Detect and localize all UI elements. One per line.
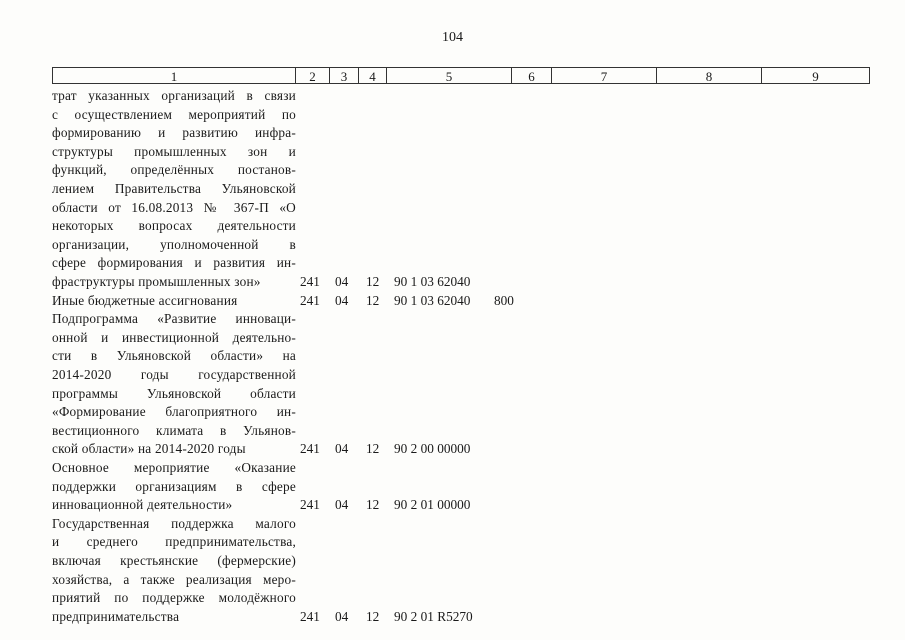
- row-value-c2: 241: [300, 292, 320, 308]
- row-description-line: Иные бюджетные ассигнования: [52, 292, 238, 308]
- header-col-3: 3: [330, 67, 359, 84]
- row-description-line: предпринимательства: [52, 608, 180, 624]
- row-description-line: Государственная поддержка малого: [52, 515, 296, 531]
- header-col-6: 6: [512, 67, 552, 84]
- row-description-line: фраструктуры промышленных зон»: [52, 274, 261, 289]
- row-description-line: сти в Ульяновской области» на: [52, 348, 296, 364]
- row-value-c3: 04: [335, 441, 349, 457]
- row-description-line: организации, уполномоченной в: [52, 236, 296, 252]
- row-description-line: трат указанных организаций в связи: [52, 88, 296, 103]
- header-col-1: 1: [52, 67, 296, 84]
- row-description-line: лением Правительства Ульяновской: [52, 181, 296, 196]
- header-col-8: 8: [657, 67, 762, 84]
- row-value-c4: 12: [366, 608, 380, 624]
- row-description-line: с осуществлением мероприятий по: [52, 106, 296, 122]
- row-value-c4: 12: [366, 274, 380, 289]
- row-value-c2: 241: [300, 274, 320, 289]
- header-col-9: 9: [762, 67, 870, 84]
- row-description-line: программы Ульяновской области: [52, 385, 296, 401]
- header-col-4: 4: [359, 67, 387, 84]
- row-value-c3: 04: [335, 274, 349, 289]
- row-value-c2: 241: [300, 441, 320, 457]
- row-description-line: формированию и развитию инфра-: [52, 125, 296, 141]
- row-description-line: Подпрограмма «Развитие инноваци-: [52, 311, 296, 327]
- row-description-line: некоторых вопросах деятельности: [52, 218, 296, 234]
- row-description-line: сфере формирования и развития ин-: [52, 255, 296, 271]
- row-description-line: вестиционного климата в Ульянов-: [52, 422, 296, 438]
- row-description-line: ской области» на 2014-2020 годы: [52, 441, 246, 457]
- row-description-line: структуры промышленных зон и: [52, 143, 296, 159]
- header-col-5: 5: [387, 67, 512, 84]
- row-value-c2: 241: [300, 497, 320, 513]
- row-description-line: хозяйства, а также реализация меро-: [52, 571, 296, 587]
- row-value-c5: 90 1 03 62040: [394, 292, 471, 308]
- table-header: [52, 67, 870, 85]
- row-description-line: и среднего предпринимательства,: [52, 534, 296, 550]
- row-value-c5: 90 2 00 00000: [394, 441, 471, 457]
- row-value-c3: 04: [335, 497, 349, 513]
- row-description-line: онной и инвестиционной деятельно-: [52, 329, 296, 345]
- row-value-c3: 04: [335, 608, 349, 624]
- row-value-c4: 12: [366, 292, 380, 308]
- row-description-line: функций, определённых постанов-: [52, 162, 296, 178]
- row-description-line: поддержки организациям в сфере: [52, 478, 296, 494]
- row-value-c4: 12: [366, 441, 380, 457]
- header-col-7: 7: [552, 67, 657, 84]
- header-col-2: 2: [296, 67, 330, 84]
- row-description-line: включая крестьянские (фермерские): [52, 553, 296, 568]
- row-value-c5: 90 2 01 00000: [394, 497, 471, 513]
- row-value-c3: 04: [335, 292, 349, 308]
- row-value-c4: 12: [366, 497, 380, 513]
- row-description-line: Основное мероприятие «Оказание: [52, 460, 296, 475]
- row-description-line: 2014-2020 годы государственной: [52, 367, 296, 382]
- row-value-c6: 800: [494, 292, 514, 308]
- row-description-line: приятий по поддержке молодёжного: [52, 590, 296, 606]
- row-description-line: «Формирование благоприятного ин-: [52, 404, 296, 420]
- row-value-c5: 90 1 03 62040: [394, 274, 471, 289]
- row-value-c2: 241: [300, 608, 320, 624]
- row-description-line: инновационной деятельности»: [52, 497, 233, 513]
- page-number: 104: [442, 30, 463, 45]
- row-description-line: области от 16.08.2013 № 367-П «О: [52, 199, 296, 215]
- row-value-c5: 90 2 01 R5270: [394, 608, 473, 624]
